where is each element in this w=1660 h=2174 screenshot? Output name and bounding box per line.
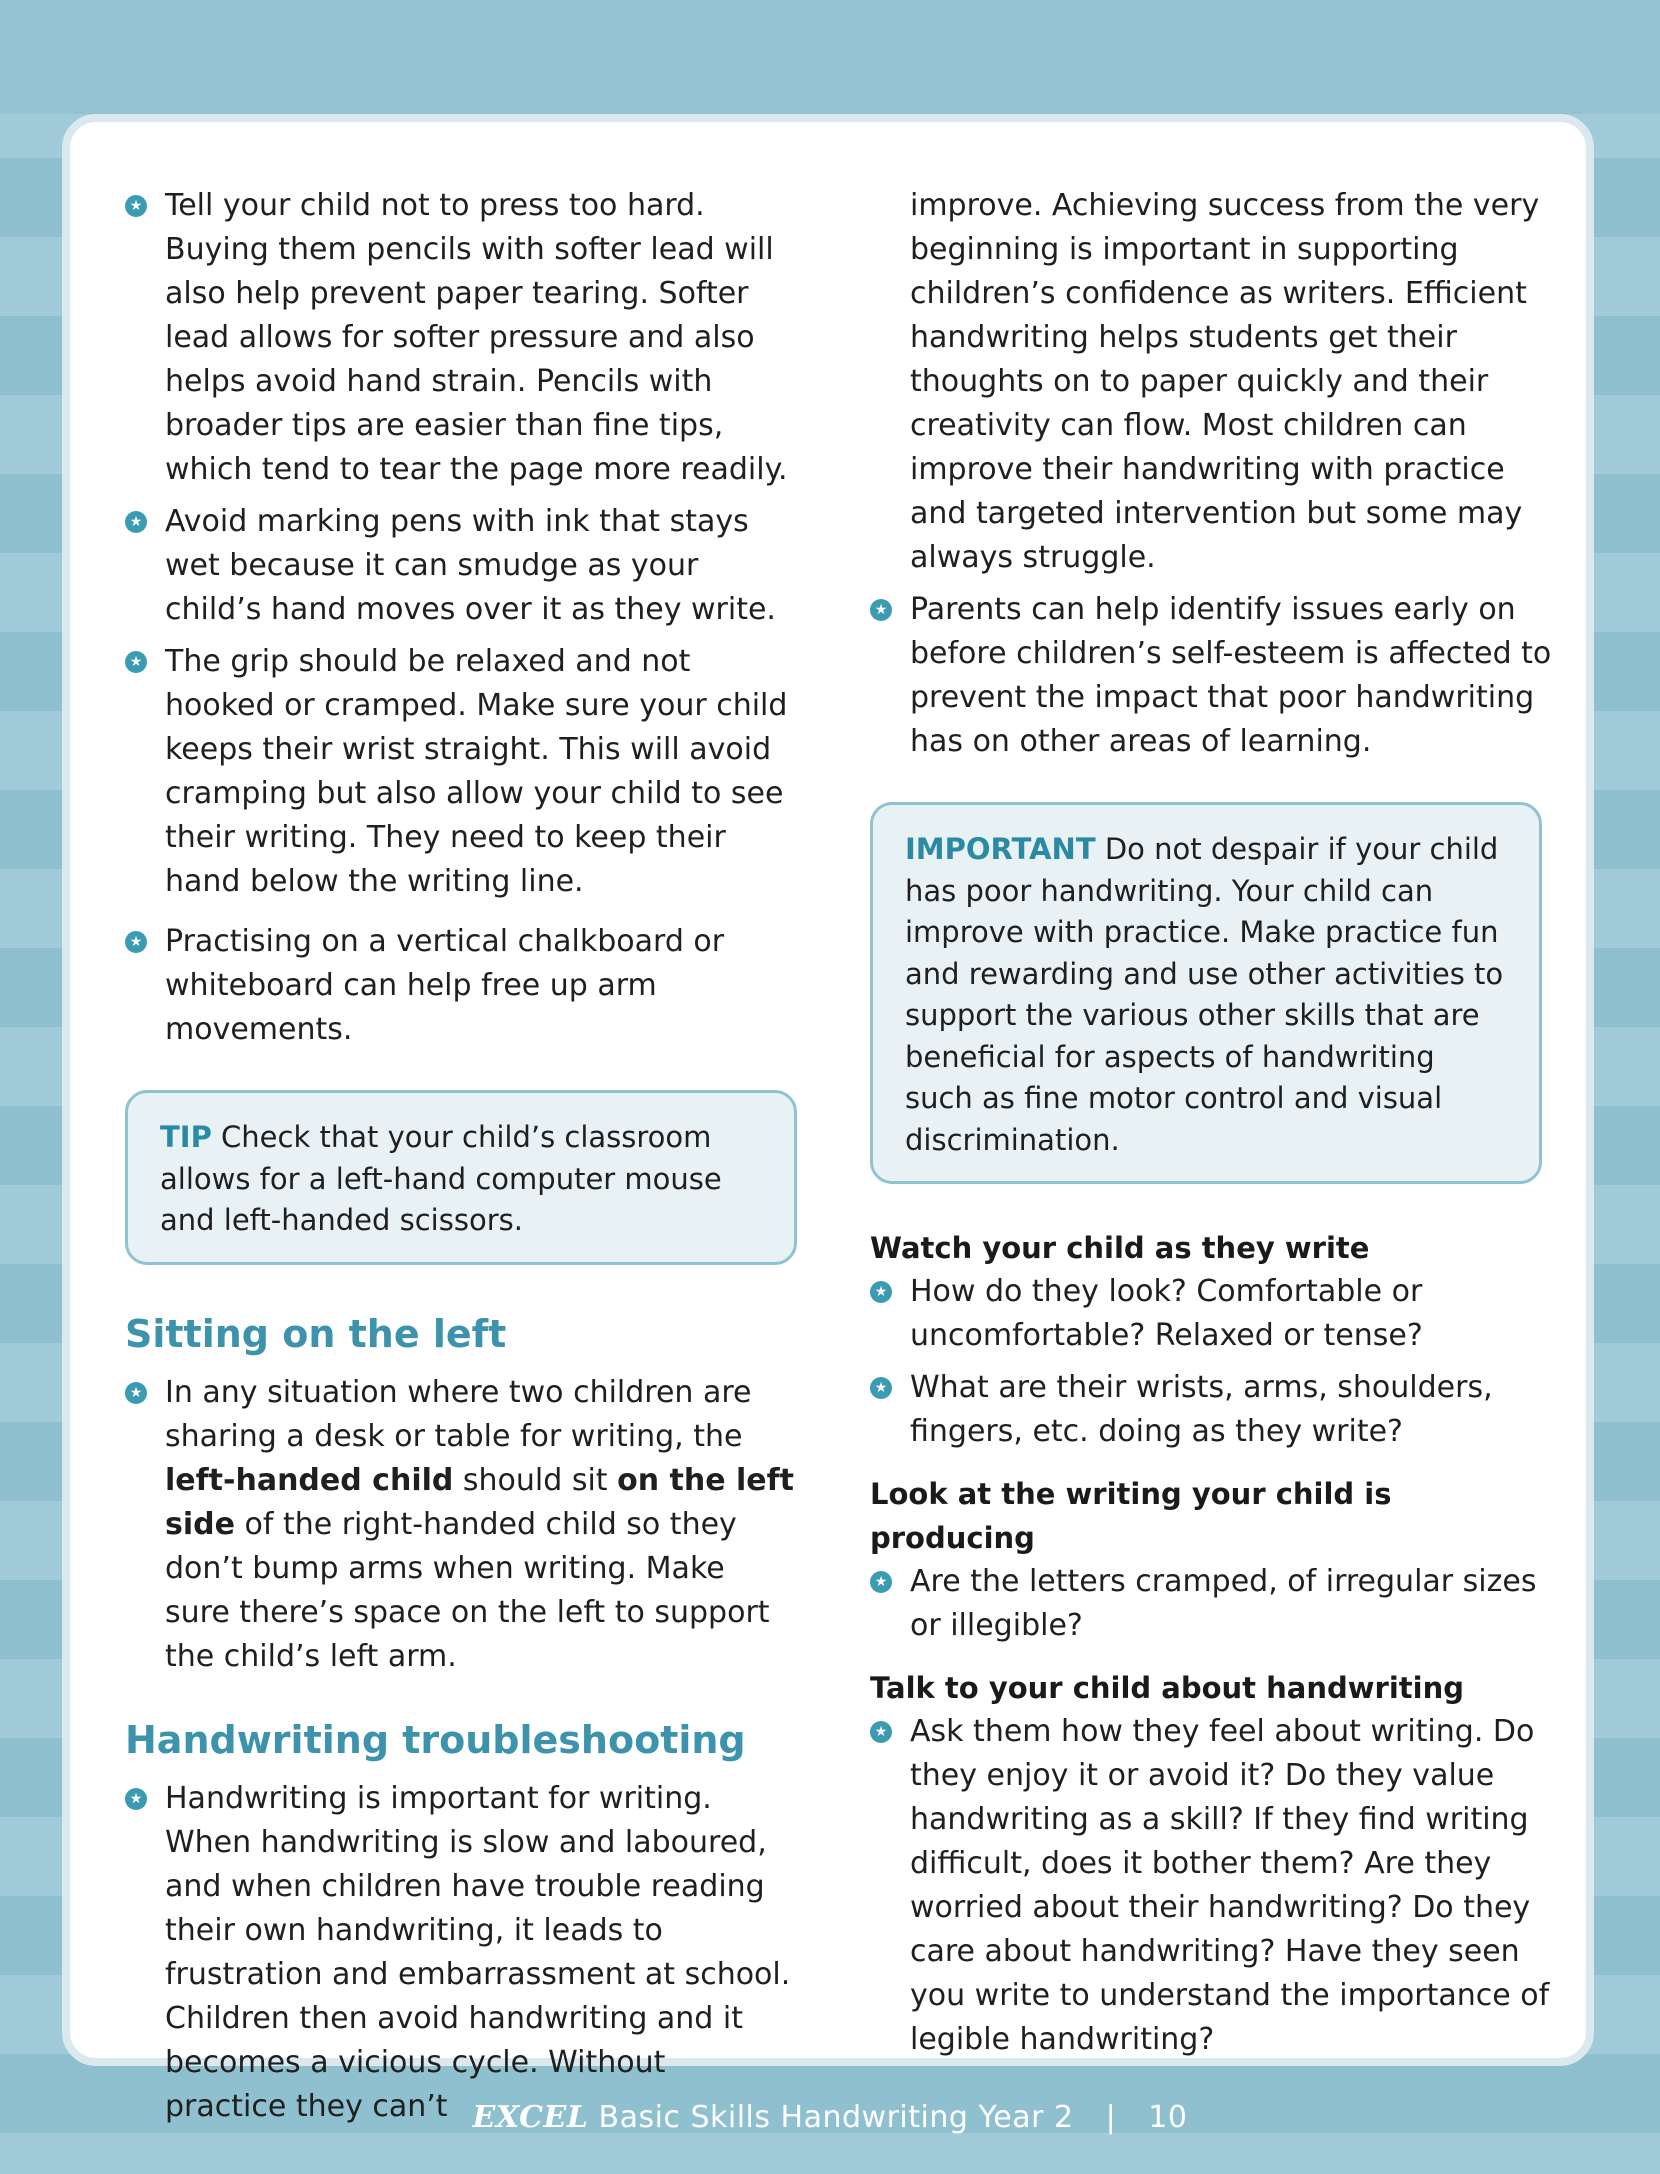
star-bullet-icon: ★ [870,1377,892,1399]
list-item: ★ How do they look? Comfortable or uncomfortable? Relaxed or tense? [870,1270,1560,1358]
page-footer [0,2098,1660,2138]
list-item: ★ Handwriting is important for writing. When handwriting is slow and laboured, and when children have trouble reading their own handwriting, it leads to frustration and embarrassment at school. Children then avoid handwriting and it becomes a vicious cycle. Without practice they can’t [125,1777,795,2129]
troubleshooting-heading: Handwriting troubleshooting [125,1717,746,1762]
sitting-heading: Sitting on the left [125,1311,507,1356]
talk-heading: Talk to your child about handwriting [870,1671,1464,1705]
watch-list [870,1270,1560,1454]
sitting-list [125,1371,795,1679]
star-bullet-icon: ★ [125,1382,147,1404]
continued-paragraph: improve. Achieving success from the very beginning is important in supporting children’s confidence as writers. Efficient handwriting helps students get their thoughts on to paper quickly and their creativity can flow. Most children can improve their handwriting with practice and targeted intervention but some may always struggle. [910,188,1540,575]
list-item: ★ Practising on a vertical chalkboard or whiteboard can help free up arm movements. [125,920,795,1052]
important-label: IMPORTANT [905,832,1096,866]
list-item: ★ Tell your child not to press too hard. Buying them pencils with softer lead will also help prevent paper tearing. Softer lead allows for softer pressure and also helps avoid hand strain. Pencils with broader tips are easier than fine tips, which tend to tear the page more readily. [125,184,795,492]
troubleshooting-list [125,1777,795,2129]
top-banner [0,0,1660,114]
star-bullet-icon: ★ [125,1788,147,1810]
star-bullet-icon: ★ [125,195,147,217]
star-bullet-icon: ★ [125,931,147,953]
brand-name: EXCEL [472,2100,589,2135]
tip-label: TIP [160,1120,212,1154]
list-item: ★ In any situation where two children are sharing a desk or table for writing, the left-handed child should sit on the left side of the right-handed child so they don’t bump arms when writing. Make sure there’s space on the left to support the child’s left arm. [125,1371,795,1679]
right-column [870,184,1560,2070]
tip-text: Check that your child’s classroom allows for a left-hand computer mouse and left-handed scissors. [160,1120,722,1237]
list-item: ★ The grip should be relaxed and not hooked or cramped. Make sure your child keeps their wrist straight. This will avoid cramping but also allow your child to see their writing. They need to keep their hand below the writing line. [125,640,795,904]
footer-separator: | [1105,2100,1117,2135]
look-list [870,1560,1560,1648]
talk-list [870,1710,1560,2062]
left-column [125,184,795,2137]
list-item: ★ Avoid marking pens with ink that stays wet because it can smudge as your child’s hand moves over it as they write. [125,500,795,632]
star-bullet-icon: ★ [125,651,147,673]
star-bullet-icon: ★ [870,599,892,621]
list-item: ★ Parents can help identify issues early on before children’s self-esteem is affected to prevent the impact that poor handwriting has on other areas of learning. [870,588,1560,764]
star-bullet-icon: ★ [870,1281,892,1303]
list-item: ★ Are the letters cramped, of irregular sizes or illegible? [870,1560,1560,1648]
tips-list [125,184,795,1052]
watch-heading: Watch your child as they write [870,1231,1370,1265]
look-heading: Look at the writing your child is producing [870,1477,1392,1555]
star-bullet-icon: ★ [125,511,147,533]
star-bullet-icon: ★ [870,1721,892,1743]
list-item: ★ Ask them how they feel about writing. Do they enjoy it or avoid it? Do they value handwriting as a skill? If they find writing difficult, does it bother them? Are they worried about their handwriting? Do they care about handwriting? Have they seen you write to understand the importance of legible handwriting? [870,1710,1560,2062]
list-item: ★ What are their wrists, arms, shoulders, fingers, etc. doing as they write? [870,1366,1560,1454]
important-box [870,802,1542,1184]
parents-list [870,588,1560,764]
book-title: Basic Skills Handwriting Year 2 [598,2100,1074,2135]
star-bullet-icon: ★ [870,1571,892,1593]
page-number: 10 [1148,2100,1188,2135]
tip-box [125,1090,797,1265]
important-text: Do not despair if your child has poor handwriting. Your child can improve with practice. Make practice fun and rewarding and use other activities to support the various other skills that are beneficial for aspects of handwriting such as fine motor control and visual discrimination. [905,832,1504,1157]
